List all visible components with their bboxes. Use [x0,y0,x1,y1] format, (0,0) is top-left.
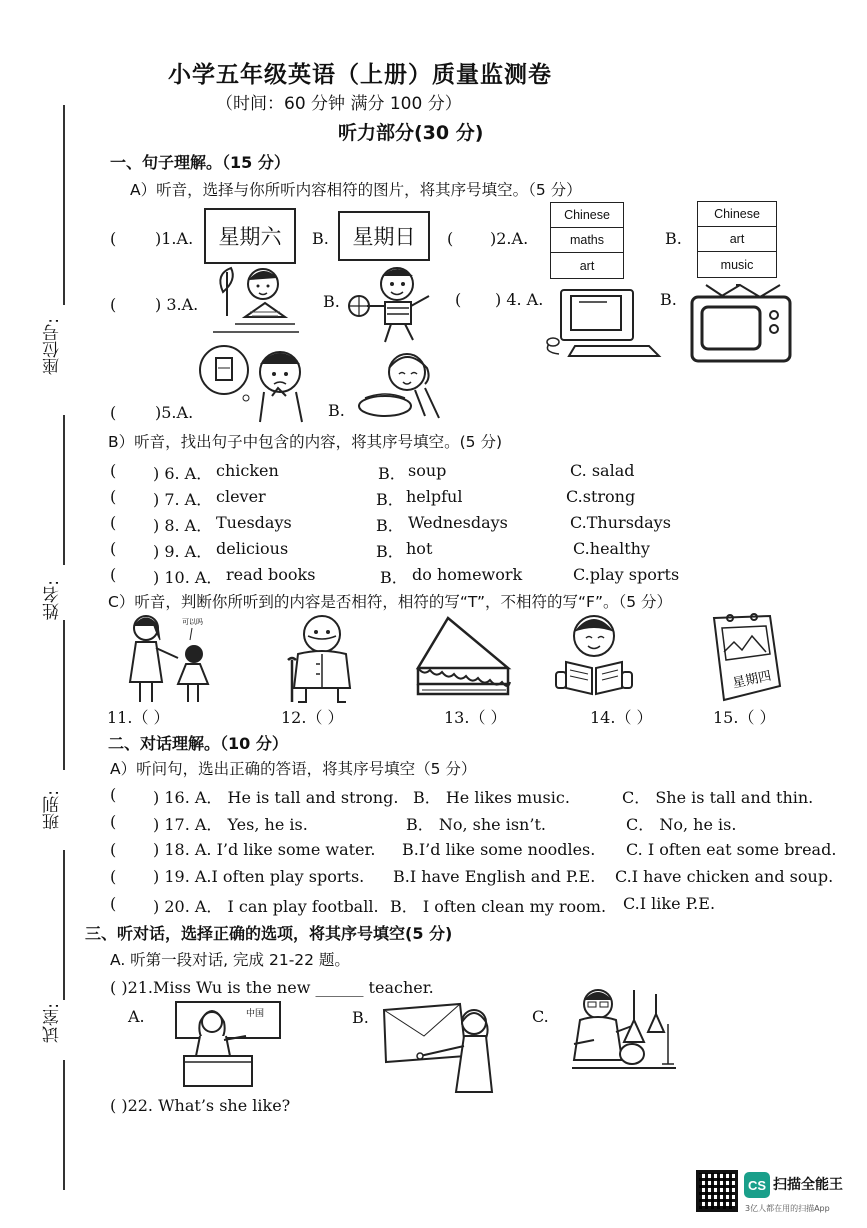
q9-b-label: B． [376,542,404,561]
section3-sub: A. 听第一段对话, 完成 21-22 题。 [110,951,350,969]
qr-code-icon [696,1170,738,1212]
exam-time: （时间：60 分钟 满分 100 分） [216,94,462,114]
q20-option-c: C.I like P.E. [623,894,716,913]
q7-number: ) 7. A． [153,490,213,509]
q7-option-b: helpful [406,487,463,506]
q4-paren: ( [455,290,462,309]
chinese-teacher-illustration [172,1000,282,1090]
q17-option-a: ) 17. A． Yes, he is. [153,815,308,834]
q18-option-c: C. I often eat some bread. [626,840,837,859]
old-man-illustration [278,614,364,704]
teacher-student-illustration [122,612,218,704]
q8-b-label: B． [376,516,404,535]
q6-option-c: C. salad [570,461,635,480]
q8-number: ) 8. A． [153,516,213,535]
q8-option-b: Wednesdays [408,513,508,532]
calendar-text: 星期四 [731,668,773,692]
camscanner-logo: CS [744,1172,770,1198]
basketball-boy-illustration [347,264,439,344]
q2-label: )2.A. [490,229,529,248]
q22-question: ( )22. What’s she like? [110,1096,291,1115]
sandwich-illustration [408,614,514,702]
bubble-text: 可以吗 [182,618,203,626]
q16-option-c: C． She is tall and thin. [622,788,814,807]
q17-option-b: B． No, she isn’t. [406,815,546,834]
binding-line [63,415,65,565]
q1-option-a-box: 星期六 [204,208,296,264]
binding-line [63,1060,65,1190]
reading-boy-illustration [205,262,300,340]
q9-option-a: delicious [216,539,289,558]
q8-option-c: C.Thursdays [570,513,671,532]
q1-option-b-box: 星期日 [338,211,430,261]
q1-label: )1.A. [155,229,194,248]
schedule-cell: maths [551,228,623,253]
q2-b-label: B. [665,229,682,248]
scientist-illustration [572,984,678,1074]
q21-b-label: B. [352,1008,369,1027]
q18-paren: ( [110,840,117,859]
section3-heading: 三、听对话，选择正确的选项，将其序号填空(5 分) [85,924,453,943]
answer-15[interactable]: 15.（ ） [713,708,776,727]
schedule-cell: art [698,227,776,252]
q2-paren: ( [447,229,454,248]
computer-illustration [545,286,665,360]
q7-option-a: clever [216,487,266,506]
q9-paren: ( [110,539,117,558]
class-label: 班别: [43,790,63,830]
page-title: 小学五年级英语（上册）质量监测卷 [168,62,552,88]
q10-number: ) 10. A． [153,568,223,587]
answer-14[interactable]: 14.（ ） [590,708,653,727]
calendar-illustration [710,608,784,704]
television-illustration [690,283,792,363]
q4-b-label: B. [660,290,677,309]
q2-schedule-b [697,201,777,278]
section1a-instruction: A）听音，选择与你所听内容相符的图片，将其序号填空。（5 分） [130,181,582,199]
scanner-app-name: 扫描全能王 [773,1177,843,1193]
q21-question: ( )21.Miss Wu is the new ______ teacher. [110,978,434,997]
q7-option-c: C.strong [566,487,636,506]
hungry-girl-illustration [355,350,441,424]
q6-paren: ( [110,461,117,480]
q10-b-label: B． [380,568,408,587]
q19-option-a: ) 19. A.I often play sports. [153,867,365,886]
seat-number-label: 座位号: [43,318,63,375]
q4-label: ) 4. A. [495,290,544,309]
q3-b-label: B. [323,292,340,311]
q20-paren: ( [110,894,117,913]
thirsty-boy-illustration [196,346,312,424]
q21-c-label: C. [532,1007,549,1026]
q1-b-label: B. [312,229,329,248]
q19-option-b: B.I have English and P.E. [393,867,596,886]
q10-option-b: do homework [412,565,523,584]
q8-option-a: Tuesdays [216,513,292,532]
q7-paren: ( [110,487,117,506]
scanner-app-tagline: 3亿人都在用的扫描App [745,1204,830,1213]
section1c-instruction: C）听音，判断你所听到的内容是否相符，相符的写“T”，不相符的写“F”。（5 分） [108,593,673,611]
q5-b-label: B. [328,401,345,420]
q6-option-a: chicken [216,461,279,480]
q17-option-c: C． No, he is. [626,815,737,834]
q5-paren: ( [110,403,117,422]
q3-label: ) 3.A. [155,295,199,314]
q5-label: )5.A. [155,403,194,422]
q6-b-label: B． [378,464,406,483]
q6-option-b: soup [408,461,447,480]
section2-heading: 二、对话理解。（10 分） [108,734,288,753]
q16-option-a: ) 16. A． He is tall and strong. [153,788,399,807]
q17-paren: ( [110,812,117,831]
q8-paren: ( [110,513,117,532]
q10-option-c: C.play sports [573,565,680,584]
name-label: 姓名: [43,580,63,620]
teacher-pointing-board-illustration [380,1002,506,1094]
schedule-cell: music [720,257,754,272]
q19-paren: ( [110,867,117,886]
answer-12[interactable]: 12.（ ） [281,708,344,727]
q9-number: ) 9. A． [153,542,213,561]
schedule-cell: art [579,258,595,273]
q6-number: ) 6. A． [153,464,213,483]
binding-line [63,620,65,770]
schedule-cell: Chinese [551,203,623,228]
boy-reading-book-illustration [554,610,636,698]
listening-part-title: 听力部分(30 分) [338,122,484,144]
section2-instruction: A）听问句，选出正确的答语，将其序号填空（5 分） [110,760,477,778]
q16-option-b: B． He likes music. [413,788,570,807]
binding-line [63,105,65,305]
schedule-cell: Chinese [698,202,776,227]
q19-option-c: C.I have chicken and soup. [615,867,834,886]
q7-b-label: B． [376,490,404,509]
section1b-instruction: B）听音，找出句子中包含的内容，将其序号填空。(5 分) [108,433,503,451]
q18-option-b: B.I’d like some noodles. [402,840,596,859]
binding-line [63,850,65,1000]
q16-paren: ( [110,785,117,804]
q10-option-a: read books [226,565,316,584]
exam-room-label: 试室: [43,1003,63,1043]
q10-paren: ( [110,565,117,584]
q1-paren: ( [110,229,117,248]
q20-option-a: ) 20. A． I can play football. [153,897,379,916]
board-text: 中国 [246,1009,265,1019]
q20-option-b: B． I often clean my room. [390,897,607,916]
q9-option-b: hot [406,539,433,558]
answer-11[interactable]: 11.（ ） [107,708,170,727]
section1-heading: 一、句子理解。（15 分） [110,153,290,172]
q18-option-a: ) 18. A. I’d like some water. [153,840,376,859]
q2-schedule-a [550,202,624,279]
q9-option-c: C.healthy [573,539,650,558]
q21-a-label: A. [128,1007,145,1026]
q3-paren: ( [110,295,117,314]
answer-13[interactable]: 13.（ ） [444,708,507,727]
